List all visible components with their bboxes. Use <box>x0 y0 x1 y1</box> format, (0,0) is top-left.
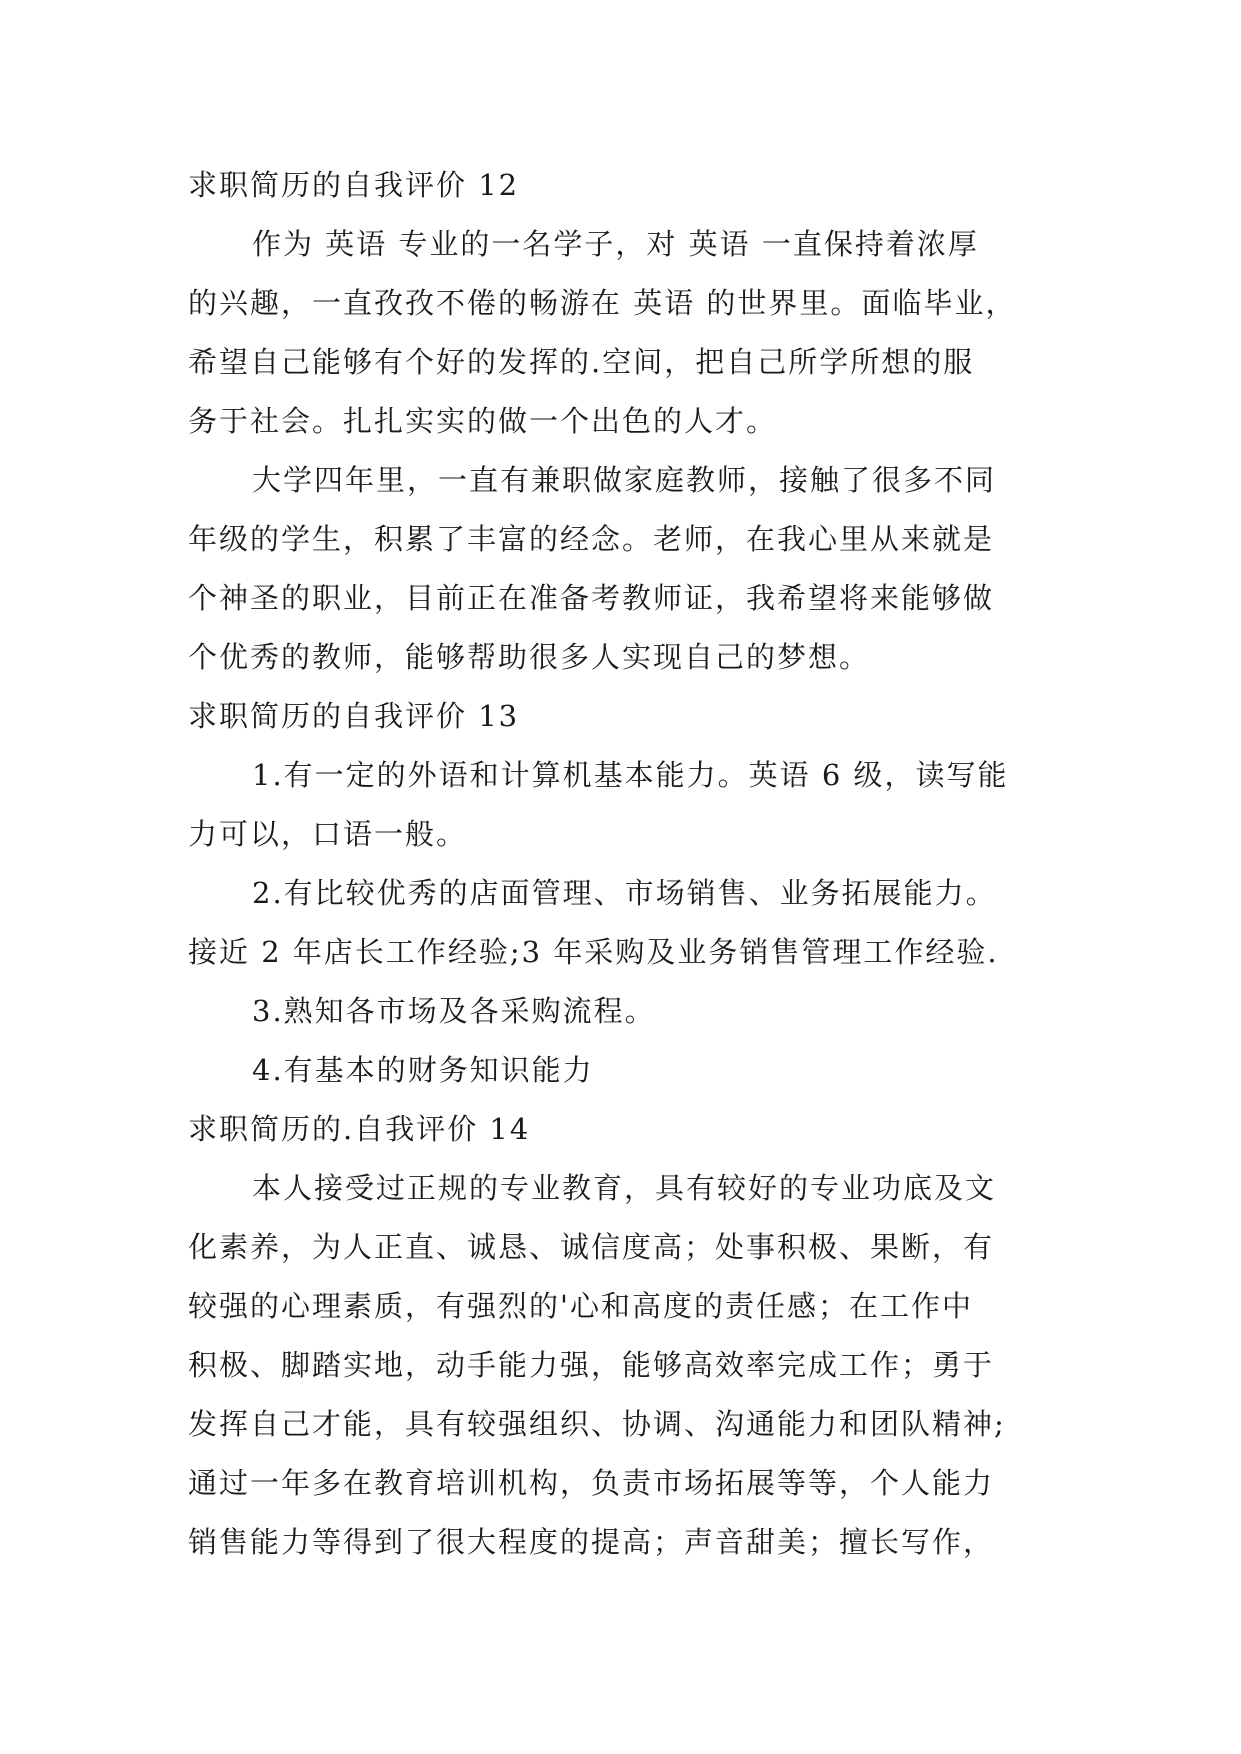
list-item <box>188 864 1058 982</box>
paragraph-line: 发挥自己才能，具有较强组织、协调、沟通能力和团队精神; <box>188 1407 1006 1441</box>
paragraph-line: 4.有基本的财务知识能力 <box>252 1053 594 1087</box>
paragraph <box>188 1159 1058 1572</box>
paragraph-line: 较强的心理素质，有强烈的'心和高度的责任感；在工作中 <box>188 1289 973 1323</box>
paragraph-line: 年级的学生，积累了丰富的经念。老师，在我心里从来就是 <box>188 522 995 556</box>
section-heading: 求职简历的.自我评价 14 <box>188 1112 531 1146</box>
list-item <box>188 1041 1058 1100</box>
paragraph-line: 销售能力等得到了很大程度的提高；声音甜美；擅长写作， <box>188 1525 995 1559</box>
paragraph-line: 接近 2 年店长工作经验;3 年采购及业务销售管理工作经验. <box>188 935 999 969</box>
paragraph-line: 本人接受过正规的专业教育，具有较好的专业功底及文 <box>252 1171 997 1205</box>
section-12 <box>188 156 1058 687</box>
paragraph-line: 积极、脚踏实地，动手能力强，能够高效率完成工作；勇于 <box>188 1348 995 1382</box>
paragraph-line: 个神圣的职业，目前正在准备考教师证，我希望将来能够做 <box>188 581 995 615</box>
section-14 <box>188 1100 1058 1572</box>
paragraph-line: 个优秀的教师，能够帮助很多人实现自己的梦想。 <box>188 640 871 674</box>
section-13 <box>188 687 1058 1100</box>
paragraph-line: 力可以，口语一般。 <box>188 817 468 851</box>
paragraph-line: 化素养，为人正直、诚恳、诚信度高；处事积极、果断，有 <box>188 1230 995 1264</box>
paragraph-line: 作为 英语 专业的一名学子，对 英语 一直保持着浓厚 <box>252 227 979 261</box>
paragraph-line: 2.有比较优秀的店面管理、市场销售、业务拓展能力。 <box>252 876 997 910</box>
list-item <box>188 982 1058 1041</box>
list-item <box>188 746 1058 864</box>
paragraph-line: 3.熟知各市场及各采购流程。 <box>252 994 656 1028</box>
document-content <box>188 156 1058 1572</box>
paragraph <box>188 451 1058 687</box>
paragraph-line: 务于社会。扎扎实实的做一个出色的人才。 <box>188 404 778 438</box>
section-heading: 求职简历的自我评价 12 <box>188 168 520 202</box>
paragraph <box>188 215 1058 451</box>
paragraph-line: 的兴趣，一直孜孜不倦的畅游在 英语 的世界里。面临毕业， <box>188 286 1017 320</box>
section-heading: 求职简历的自我评价 13 <box>188 699 520 733</box>
paragraph-line: 1.有一定的外语和计算机基本能力。英语 6 级，读写能 <box>252 758 1009 792</box>
paragraph-line: 通过一年多在教育培训机构，负责市场拓展等等，个人能力 <box>188 1466 995 1500</box>
paragraph-line: 大学四年里，一直有兼职做家庭教师，接触了很多不同 <box>252 463 997 497</box>
paragraph-line: 希望自己能够有个好的发挥的.空间，把自己所学所想的服 <box>188 345 975 379</box>
